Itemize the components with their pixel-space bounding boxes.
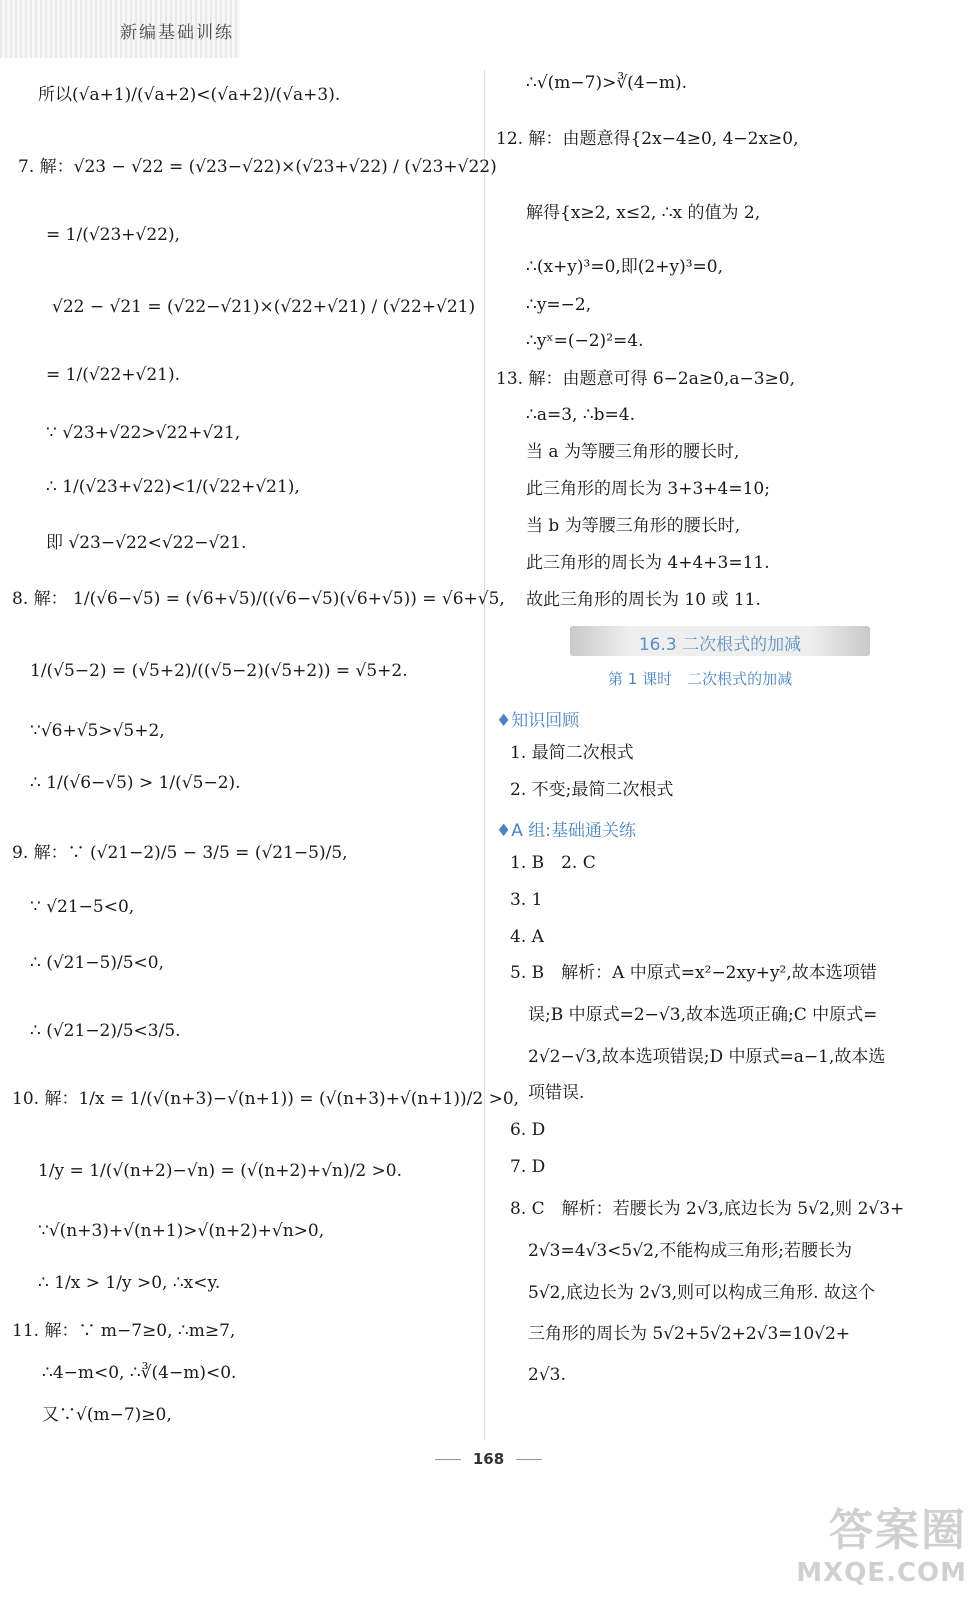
right-line: ∴yˣ=(−2)²=4. [526, 331, 644, 351]
left-line: = 1/(√22+√21). [46, 365, 181, 385]
answer-line: 5√2,底边长为 2√3,则可以构成三角形. 故这个 [528, 1283, 875, 1303]
right-line: ∴√(m−7)>∛(4−m). [526, 73, 688, 93]
footer-dash-right [516, 1459, 542, 1460]
left-line: 8. 解： 1/(√6−√5) = (√6+√5)/((√6−√5)(√6+√5)) = √6+√5, [12, 589, 505, 609]
right-line: 故此三角形的周长为 10 或 11. [526, 590, 761, 610]
section-title-banner [570, 626, 870, 656]
answer-line: 7. D [510, 1157, 546, 1177]
right-line: ∴y=−2, [526, 295, 592, 315]
lesson-title: 第 1 课时 二次根式的加减 [608, 670, 793, 688]
left-line: ∵ √23+√22>√22+√21, [46, 423, 241, 443]
right-line: 当 a 为等腰三角形的腰长时, [526, 442, 740, 462]
left-line: ∴ 1/x > 1/y >0, ∴x<y. [38, 1273, 221, 1293]
left-line: ∵√(n+3)+√(n+1)>√(n+2)+√n>0, [38, 1221, 325, 1241]
left-line: ∴ (√21−2)/5<3/5. [30, 1021, 181, 1041]
left-line: ∴ 1/(√23+√22)<1/(√22+√21), [46, 477, 300, 497]
left-line: ∵√6+√5>√5+2, [30, 721, 165, 741]
left-line: 9. 解：∵ (√21−2)/5 − 3/5 = (√21−5)/5, [12, 843, 348, 863]
answer-line: 三角形的周长为 5√2+5√2+2√3=10√2+ [528, 1324, 851, 1344]
right-line: 12. 解：由题意得{2x−4≥0, 4−2x≥0, [496, 129, 799, 149]
watermark-logo-text: 答案圈 [829, 1505, 967, 1556]
answer-line: 5. B 解析：A 中原式=x²−2xy+y²,故本选项错 [510, 963, 877, 983]
left-line: = 1/(√23+√22), [46, 225, 181, 245]
left-line: 1/(√5−2) = (√5+2)/((√5−2)(√5+2)) = √5+2. [30, 661, 408, 681]
left-line: ∴ 1/(√6−√5) > 1/(√5−2). [30, 773, 241, 793]
right-line: ∴a=3, ∴b=4. [526, 405, 635, 425]
answer-line: 2√3. [528, 1365, 566, 1385]
group-heading: ♦A 组:基础通关练 [496, 821, 637, 841]
right-line: 13. 解：由题意可得 6−2a≥0,a−3≥0, [496, 369, 795, 389]
left-line: 又∵√(m−7)≥0, [42, 1405, 172, 1425]
page-footer [0, 1450, 977, 1468]
right-line: ∴(x+y)³=0,即(2+y)³=0, [526, 257, 724, 277]
footer-dash-left [435, 1459, 461, 1460]
left-line: ∴ (√21−5)/5<0, [30, 953, 165, 973]
answer-line: 4. A [510, 927, 544, 947]
answer-line: 6. D [510, 1120, 546, 1140]
section-title: 16.3 二次根式的加减 [638, 635, 802, 655]
answer-line: 误;B 中原式=2−√3,故本选项正确;C 中原式= [528, 1005, 878, 1025]
answer-line: 项错误. [528, 1083, 585, 1103]
watermark-url: MXQE.COM [796, 1558, 967, 1588]
right-line: 此三角形的周长为 3+3+4=10; [526, 479, 770, 499]
column-divider [484, 70, 485, 1440]
answer-line: 8. C 解析：若腰长为 2√3,底边长为 5√2,则 2√3+ [510, 1199, 905, 1219]
left-line: √22 − √21 = (√22−√21)×(√22+√21) / (√22+√21) [52, 297, 476, 317]
watermark [796, 1494, 967, 1588]
left-line: 即 √23−√22<√22−√21. [46, 533, 247, 553]
answer-line: 2√3=4√3<5√2,不能构成三角形;若腰长为 [528, 1241, 853, 1261]
left-line: 11. 解：∵ m−7≥0, ∴m≥7, [12, 1321, 236, 1341]
left-line: ∴4−m<0, ∴∛(4−m)<0. [42, 1363, 237, 1383]
book-title: 新编基础训练 [120, 23, 234, 43]
right-line: 此三角形的周长为 4+4+3=11. [526, 553, 770, 573]
right-line: 当 b 为等腰三角形的腰长时, [526, 516, 741, 536]
right-line: 解得{x≥2, x≤2, ∴x 的值为 2, [526, 203, 761, 223]
left-line: 10. 解：1/x = 1/(√(n+3)−√(n+1)) = (√(n+3)+√(n+1))/2 >0, [12, 1089, 520, 1109]
knowledge-item: 2. 不变;最简二次根式 [510, 780, 674, 800]
page-number: 168 [472, 1450, 505, 1468]
answer-line: 1. B 2. C [510, 853, 596, 873]
left-line: 1/y = 1/(√(n+2)−√n) = (√(n+2)+√n)/2 >0. [38, 1161, 402, 1181]
knowledge-item: 1. 最简二次根式 [510, 743, 634, 763]
answer-line: 2√2−√3,故本选项错误;D 中原式=a−1,故本选 [528, 1047, 886, 1067]
knowledge-heading: ♦知识回顾 [496, 711, 580, 731]
left-line: 所以(√a+1)/(√a+2)<(√a+2)/(√a+3). [38, 85, 341, 105]
left-line: 7. 解：√23 − √22 = (√23−√22)×(√23+√22) / (√23+√22) [18, 157, 497, 177]
left-line: ∵ √21−5<0, [30, 897, 135, 917]
answer-line: 3. 1 [510, 890, 543, 910]
